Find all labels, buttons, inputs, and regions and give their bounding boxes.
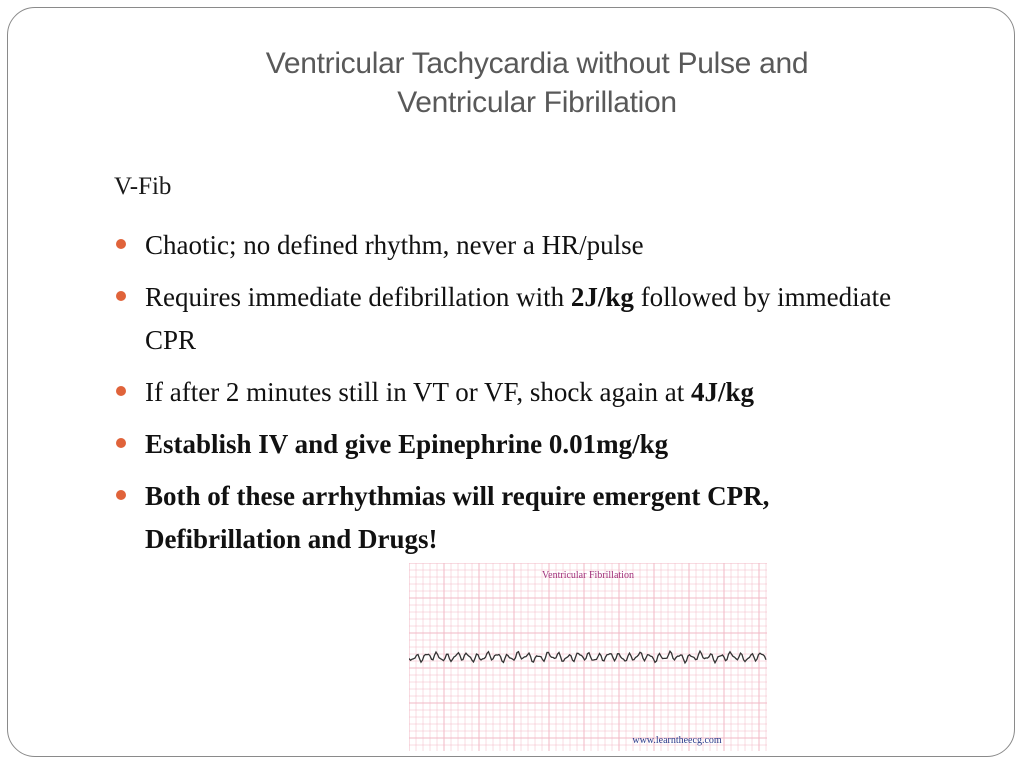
bullet-text: Establish IV and give Epinephrine 0.01mg/kg <box>145 429 669 459</box>
bullet-dot-icon <box>116 291 126 301</box>
ecg-watermark: www.learntheecg.com <box>632 735 722 746</box>
bullet-dot-icon <box>116 239 126 249</box>
bullet-dot-icon <box>116 386 126 396</box>
bullet-item <box>114 423 914 466</box>
bullet-item <box>114 371 914 414</box>
bullet-item <box>114 224 914 267</box>
bullet-text: If after 2 minutes still in VT or VF, shock again at <box>145 377 692 407</box>
ecg-caption: Ventricular Fibrillation <box>542 570 634 581</box>
bullet-item <box>114 475 914 561</box>
slide-title <box>150 44 924 122</box>
bullet-dot-icon <box>116 490 126 500</box>
bullet-dot-icon <box>116 438 126 448</box>
ecg-strip-image <box>409 563 767 751</box>
bullet-item <box>114 276 914 362</box>
bullet-text: Both of these arrhythmias will require emergent CPR, Defibrillation and Drugs! <box>145 481 770 554</box>
bullet-list <box>114 224 914 570</box>
bullet-text: Chaotic; no defined rhythm, never a HR/pulse <box>145 230 644 260</box>
title-line-2: Ventricular Fibrillation <box>397 86 677 119</box>
bullet-bold-dose: 4J/kg <box>691 377 755 407</box>
bullet-text: followed by immediate CPR <box>145 282 892 355</box>
title-line-1: Ventricular Tachycardia without Pulse and <box>265 47 809 80</box>
bullet-bold-dose: 2J/kg <box>570 282 634 312</box>
bullet-text: Requires immediate defibrillation with <box>145 282 571 312</box>
subheading-vfib: V-Fib <box>114 173 172 200</box>
